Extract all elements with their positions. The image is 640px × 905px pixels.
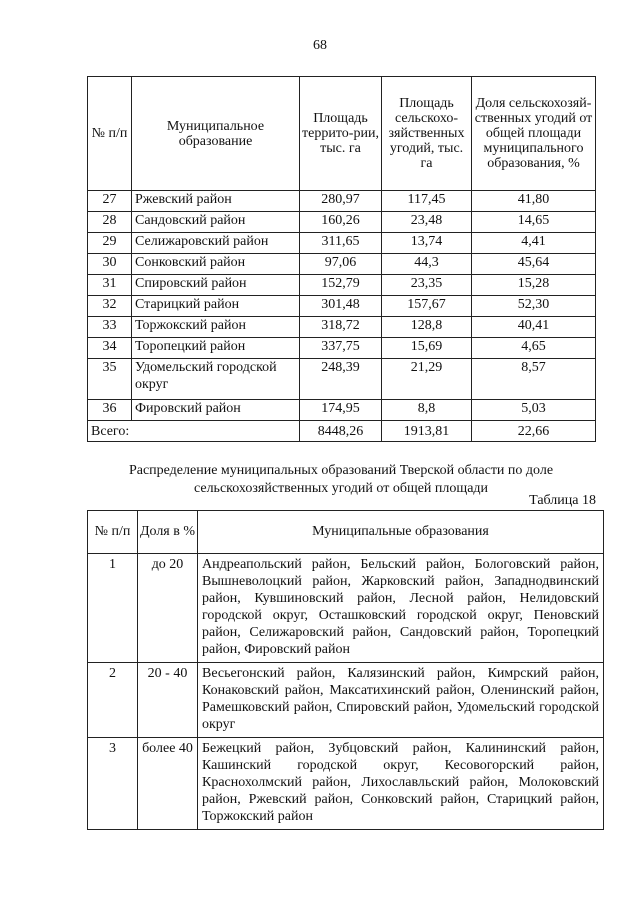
row-agri: 21,29 <box>382 359 472 400</box>
row-name: Старицкий район <box>132 296 300 317</box>
row-share: 40,41 <box>472 317 596 338</box>
table-row <box>88 554 604 663</box>
row-area: 248,39 <box>300 359 382 400</box>
row-name: Фировский район <box>132 400 300 421</box>
row-share: 5,03 <box>472 400 596 421</box>
row-share: 45,64 <box>472 254 596 275</box>
row-share: 14,65 <box>472 212 596 233</box>
header-num: № п/п <box>88 77 132 191</box>
header-name: Муниципальное образование <box>132 77 300 191</box>
header-agri: Площадь сельскохо-зяйственных угодий, тыс. га <box>382 77 472 191</box>
row-num: 33 <box>88 317 132 338</box>
row-num: 2 <box>88 663 138 738</box>
header-num: № п/п <box>88 511 138 554</box>
row-agri: 8,8 <box>382 400 472 421</box>
row-agri: 15,69 <box>382 338 472 359</box>
row-agri: 23,48 <box>382 212 472 233</box>
header-share: Доля в % <box>138 511 198 554</box>
table-row <box>88 338 596 359</box>
row-share: 4,65 <box>472 338 596 359</box>
row-name: Сонковский район <box>132 254 300 275</box>
table-row <box>88 663 604 738</box>
row-area: 160,26 <box>300 212 382 233</box>
row-list: Бежецкий район, Зубцовский район, Калининский район, Кашинский городской округ, Кесовогорский район, Краснохолмский район, Лихославльский район, Молоковский район, Ржевский район, Сонковский район, Старицкий район, Торжокский район <box>198 738 604 830</box>
row-share: 41,80 <box>472 191 596 212</box>
row-agri: 117,45 <box>382 191 472 212</box>
caption-line-1: Распределение муниципальных образований Тверской области по доле <box>128 463 554 478</box>
table-row <box>88 233 596 254</box>
row-area: 97,06 <box>300 254 382 275</box>
total-area: 8448,26 <box>300 421 382 442</box>
row-list: Весьегонский район, Калязинский район, Кимрский район, Конаковский район, Максатихинский район, Оленинский район, Рамешковский район, Спировский район, Удомельский городской округ <box>198 663 604 738</box>
row-num: 31 <box>88 275 132 296</box>
row-num: 27 <box>88 191 132 212</box>
row-name: Ржевский район <box>132 191 300 212</box>
row-agri: 128,8 <box>382 317 472 338</box>
table-row <box>88 254 596 275</box>
row-share: 8,57 <box>472 359 596 400</box>
row-agri: 13,74 <box>382 233 472 254</box>
table-row <box>88 191 596 212</box>
row-num: 28 <box>88 212 132 233</box>
row-share: 4,41 <box>472 233 596 254</box>
total-row <box>88 421 596 442</box>
row-num: 35 <box>88 359 132 400</box>
row-name: Торжокский район <box>132 317 300 338</box>
row-list: Андреапольский район, Бельский район, Бологовский район, Вышневолоцкий район, Жарковский район, Западнодвинский район, Кувшиновский район, Лесной район, Нелидовский городской округ, Осташковский городской округ, Пеновский район, Селижаровский район, Сандовский район, Торопецкий район, Фировский район <box>198 554 604 663</box>
row-num: 3 <box>88 738 138 830</box>
table-header-row <box>88 77 596 191</box>
table-row <box>88 400 596 421</box>
row-share: 20 - 40 <box>138 663 198 738</box>
row-num: 1 <box>88 554 138 663</box>
total-agri: 1913,81 <box>382 421 472 442</box>
table-header-row <box>88 511 604 554</box>
total-share: 22,66 <box>472 421 596 442</box>
table-row <box>88 212 596 233</box>
header-share: Доля сельскохозяй-ственных угодий от общей площади муниципального образования, % <box>472 77 596 191</box>
row-share: более 40 <box>138 738 198 830</box>
row-agri: 157,67 <box>382 296 472 317</box>
row-num: 32 <box>88 296 132 317</box>
row-share: до 20 <box>138 554 198 663</box>
row-name: Удомельский городской округ <box>132 359 300 400</box>
total-label: Всего: <box>88 421 300 442</box>
table-row <box>88 275 596 296</box>
row-area: 280,97 <box>300 191 382 212</box>
row-num: 36 <box>88 400 132 421</box>
row-name: Селижаровский район <box>132 233 300 254</box>
row-area: 152,79 <box>300 275 382 296</box>
table-row <box>88 738 604 830</box>
table-label: Таблица 18 <box>529 493 596 508</box>
page-number: 68 <box>313 38 327 53</box>
row-name: Торопецкий район <box>132 338 300 359</box>
row-num: 34 <box>88 338 132 359</box>
row-name: Спировский район <box>132 275 300 296</box>
header-area: Площадь террито-рии, тыс. га <box>300 77 382 191</box>
row-name: Сандовский район <box>132 212 300 233</box>
row-num: 30 <box>88 254 132 275</box>
share-distribution-table <box>87 510 604 830</box>
row-area: 301,48 <box>300 296 382 317</box>
row-share: 52,30 <box>472 296 596 317</box>
caption-line-2: сельскохозяйственных угодий от общей площади <box>193 481 489 496</box>
row-num: 29 <box>88 233 132 254</box>
table-row <box>88 359 596 400</box>
table-row <box>88 296 596 317</box>
row-agri: 23,35 <box>382 275 472 296</box>
header-list: Муниципальные образования <box>198 511 604 554</box>
row-area: 311,65 <box>300 233 382 254</box>
row-area: 337,75 <box>300 338 382 359</box>
row-area: 174,95 <box>300 400 382 421</box>
row-share: 15,28 <box>472 275 596 296</box>
table-row <box>88 317 596 338</box>
land-area-table <box>87 76 596 442</box>
row-area: 318,72 <box>300 317 382 338</box>
row-agri: 44,3 <box>382 254 472 275</box>
